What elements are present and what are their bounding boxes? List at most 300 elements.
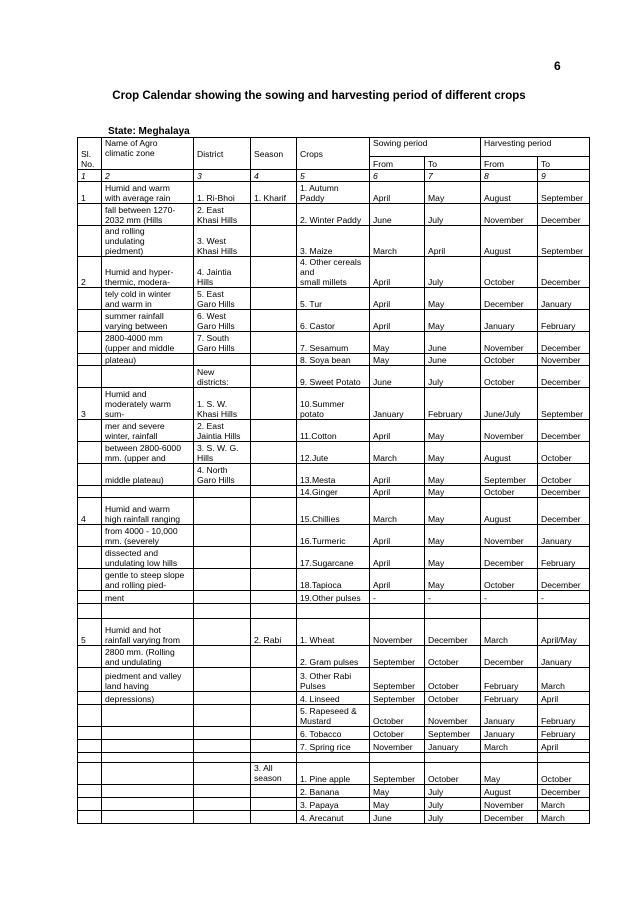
- table-row: [78, 727, 590, 740]
- table-row: [78, 811, 590, 824]
- crop-cell: 3. Papaya: [297, 798, 370, 811]
- sl-cell: [78, 569, 102, 591]
- harvest-to-cell: March: [538, 798, 590, 811]
- header-crops: Crops: [297, 138, 370, 170]
- season-cell: [251, 604, 297, 619]
- sowing-to-cell: May: [425, 288, 481, 310]
- season-cell: [251, 740, 297, 753]
- crop-cell: 2. Gram pulses: [297, 646, 370, 668]
- sowing-from-cell: March: [370, 498, 425, 525]
- harvest-to-cell: December: [538, 498, 590, 525]
- zone-cell: depressions): [102, 692, 194, 705]
- sowing-to-cell: May: [425, 464, 481, 486]
- sowing-from-cell: November: [370, 740, 425, 753]
- table-row: [78, 366, 590, 388]
- sl-cell: 2: [78, 257, 102, 288]
- table-row: [78, 753, 590, 763]
- table-row: [78, 604, 590, 619]
- header-district: District: [194, 138, 251, 170]
- zone-cell: 2800 mm. (Rolling and undulating: [102, 646, 194, 668]
- header-sowing-period: Sowing period: [370, 138, 481, 157]
- sowing-to-cell: May: [425, 569, 481, 591]
- harvest-to-cell: December: [538, 204, 590, 226]
- zone-cell: [102, 740, 194, 753]
- sowing-from-cell: April: [370, 486, 425, 498]
- district-cell: [194, 668, 251, 692]
- sowing-from-cell: October: [370, 705, 425, 727]
- sl-cell: [78, 525, 102, 547]
- sowing-from-cell: March: [370, 226, 425, 257]
- zone-cell: [102, 705, 194, 727]
- harvest-to-cell: January: [538, 525, 590, 547]
- crop-cell: 4. Linseed: [297, 692, 370, 705]
- harvest-to-cell: February: [538, 705, 590, 727]
- harvest-to-cell: February: [538, 310, 590, 332]
- crop-cell: 5. Rapeseed & Mustard: [297, 705, 370, 727]
- season-cell: [251, 310, 297, 332]
- sowing-to-cell: October: [425, 668, 481, 692]
- sowing-to-cell: July: [425, 811, 481, 824]
- col-num: 9: [538, 170, 590, 182]
- harvest-to-cell: December: [538, 257, 590, 288]
- harvest-from-cell: August: [481, 498, 538, 525]
- harvest-from-cell: [481, 604, 538, 619]
- sl-cell: [78, 668, 102, 692]
- zone-cell: [102, 727, 194, 740]
- zone-cell: piedment and valley land having: [102, 668, 194, 692]
- harvest-from-cell: November: [481, 204, 538, 226]
- zone-cell: dissected and undulating low hills: [102, 547, 194, 569]
- sowing-to-cell: June: [425, 332, 481, 354]
- harvest-to-cell: December: [538, 332, 590, 354]
- sowing-from-cell: January: [370, 388, 425, 420]
- sowing-from-cell: September: [370, 692, 425, 705]
- district-cell: [194, 727, 251, 740]
- season-cell: 2. Rabi: [251, 619, 297, 646]
- sl-cell: [78, 464, 102, 486]
- season-cell: [251, 257, 297, 288]
- harvest-from-cell: December: [481, 547, 538, 569]
- sowing-from-cell: April: [370, 420, 425, 442]
- sowing-from-cell: May: [370, 798, 425, 811]
- table-row: [78, 740, 590, 753]
- harvest-to-cell: March: [538, 811, 590, 824]
- district-cell: 4. North Garo Hills: [194, 464, 251, 486]
- sowing-to-cell: May: [425, 547, 481, 569]
- sowing-from-cell: September: [370, 668, 425, 692]
- season-cell: [251, 204, 297, 226]
- sowing-to-cell: January: [425, 740, 481, 753]
- crop-cell: 12.Jute: [297, 442, 370, 464]
- column-number-row: [78, 170, 590, 182]
- sowing-from-cell: November: [370, 619, 425, 646]
- sl-cell: [78, 692, 102, 705]
- district-cell: [194, 604, 251, 619]
- sowing-to-cell: -: [425, 591, 481, 604]
- season-cell: [251, 288, 297, 310]
- harvest-from-cell: October: [481, 366, 538, 388]
- harvest-from-cell: May: [481, 763, 538, 785]
- sl-cell: [78, 646, 102, 668]
- district-cell: [194, 740, 251, 753]
- sl-cell: [78, 798, 102, 811]
- sowing-from-cell: March: [370, 442, 425, 464]
- sowing-from-cell: April: [370, 525, 425, 547]
- table-row: [78, 705, 590, 727]
- header-sowing-from: From: [370, 157, 425, 170]
- header-harvest-from: From: [481, 157, 538, 170]
- harvest-from-cell: January: [481, 727, 538, 740]
- district-cell: 3. West Khasi Hills: [194, 226, 251, 257]
- crop-cell: 1. Pine apple: [297, 763, 370, 785]
- harvest-to-cell: January: [538, 288, 590, 310]
- sowing-to-cell: December: [425, 619, 481, 646]
- crop-cell: 7. Sesamum: [297, 332, 370, 354]
- harvest-to-cell: December: [538, 420, 590, 442]
- crop-cell: 10.Summer potato: [297, 388, 370, 420]
- harvest-to-cell: December: [538, 366, 590, 388]
- harvest-to-cell: April: [538, 740, 590, 753]
- harvest-from-cell: December: [481, 288, 538, 310]
- crop-cell: 1. Autumn Paddy: [297, 182, 370, 204]
- crop-cell: 14.Ginger: [297, 486, 370, 498]
- sowing-from-cell: [370, 604, 425, 619]
- zone-cell: [102, 604, 194, 619]
- crop-cell: 11.Cotton: [297, 420, 370, 442]
- table-row: [78, 498, 590, 525]
- sl-cell: 3: [78, 388, 102, 420]
- sowing-from-cell: -: [370, 591, 425, 604]
- sowing-to-cell: July: [425, 257, 481, 288]
- district-cell: 1. Ri-Bhoi: [194, 182, 251, 204]
- district-cell: [194, 354, 251, 366]
- district-cell: [194, 798, 251, 811]
- sowing-from-cell: September: [370, 763, 425, 785]
- sl-cell: [78, 740, 102, 753]
- harvest-to-cell: March: [538, 668, 590, 692]
- season-cell: [251, 811, 297, 824]
- sowing-to-cell: July: [425, 798, 481, 811]
- district-cell: 1. S. W. Khasi Hills: [194, 388, 251, 420]
- season-cell: [251, 705, 297, 727]
- crop-cell: 2. Winter Paddy: [297, 204, 370, 226]
- table-row: [78, 182, 590, 204]
- sl-cell: [78, 354, 102, 366]
- table-row: [78, 442, 590, 464]
- crop-cell: 4. Arecanut: [297, 811, 370, 824]
- sl-cell: [78, 486, 102, 498]
- sowing-to-cell: November: [425, 705, 481, 727]
- district-cell: [194, 547, 251, 569]
- harvest-to-cell: December: [538, 486, 590, 498]
- sl-cell: [78, 591, 102, 604]
- district-cell: [194, 811, 251, 824]
- sowing-from-cell: April: [370, 547, 425, 569]
- crop-cell: 5. Tur: [297, 288, 370, 310]
- sl-cell: 5: [78, 619, 102, 646]
- table-row: [78, 525, 590, 547]
- crop-cell: 18.Tapioca: [297, 569, 370, 591]
- district-cell: [194, 785, 251, 798]
- crop-cell: 9. Sweet Potato: [297, 366, 370, 388]
- zone-cell: [102, 785, 194, 798]
- sowing-from-cell: April: [370, 310, 425, 332]
- harvest-to-cell: February: [538, 727, 590, 740]
- zone-cell: [102, 763, 194, 785]
- table-row: [78, 569, 590, 591]
- zone-cell: [102, 811, 194, 824]
- crop-cell: 15.Chillies: [297, 498, 370, 525]
- sl-cell: [78, 442, 102, 464]
- sowing-to-cell: April: [425, 226, 481, 257]
- sowing-from-cell: April: [370, 182, 425, 204]
- harvest-from-cell: February: [481, 692, 538, 705]
- header-zone: Name of Agro climatic zone: [102, 138, 194, 170]
- harvest-from-cell: October: [481, 257, 538, 288]
- season-cell: [251, 646, 297, 668]
- sl-cell: [78, 705, 102, 727]
- zone-cell: Humid and hyper- thermic, modera-: [102, 257, 194, 288]
- harvest-from-cell: August: [481, 182, 538, 204]
- district-cell: [194, 705, 251, 727]
- season-cell: [251, 727, 297, 740]
- harvest-from-cell: June/July: [481, 388, 538, 420]
- district-cell: 7. South Garo Hills: [194, 332, 251, 354]
- table-row: [78, 310, 590, 332]
- sowing-to-cell: February: [425, 388, 481, 420]
- sowing-to-cell: September: [425, 727, 481, 740]
- sowing-from-cell: April: [370, 288, 425, 310]
- sowing-to-cell: October: [425, 692, 481, 705]
- crop-cell: 17.Sugarcane: [297, 547, 370, 569]
- harvest-to-cell: October: [538, 464, 590, 486]
- sowing-to-cell: May: [425, 486, 481, 498]
- season-cell: [251, 547, 297, 569]
- sowing-to-cell: [425, 604, 481, 619]
- table-row: [78, 486, 590, 498]
- season-cell: [251, 354, 297, 366]
- district-cell: 2. East Khasi Hills: [194, 204, 251, 226]
- season-cell: 3. All season: [251, 763, 297, 785]
- sl-cell: [78, 763, 102, 785]
- crop-cell: 4. Other cereals and small millets: [297, 257, 370, 288]
- table-row: [78, 785, 590, 798]
- sowing-from-cell: April: [370, 464, 425, 486]
- sowing-from-cell: April: [370, 569, 425, 591]
- crop-cell: 19.Other pulses: [297, 591, 370, 604]
- harvest-to-cell: April: [538, 692, 590, 705]
- sl-cell: [78, 204, 102, 226]
- harvest-from-cell: November: [481, 798, 538, 811]
- district-cell: [194, 486, 251, 498]
- col-num: 6: [370, 170, 425, 182]
- harvest-to-cell: [538, 604, 590, 619]
- zone-cell: and rolling undulating piedment): [102, 226, 194, 257]
- header-harvest-to: To: [538, 157, 590, 170]
- table-row: [78, 226, 590, 257]
- harvest-to-cell: February: [538, 547, 590, 569]
- season-cell: [251, 332, 297, 354]
- crop-cell: 3. Other Rabi Pulses: [297, 668, 370, 692]
- crop-cell: 2. Banana: [297, 785, 370, 798]
- table-row: [78, 692, 590, 705]
- sowing-to-cell: May: [425, 310, 481, 332]
- district-cell: 3. S. W. G. Hills: [194, 442, 251, 464]
- sowing-from-cell: May: [370, 354, 425, 366]
- sowing-to-cell: June: [425, 354, 481, 366]
- season-cell: [251, 486, 297, 498]
- harvest-from-cell: August: [481, 226, 538, 257]
- table-row: [78, 547, 590, 569]
- sowing-from-cell: September: [370, 646, 425, 668]
- harvest-to-cell: September: [538, 182, 590, 204]
- zone-cell: Humid and moderately warm sum-: [102, 388, 194, 420]
- harvest-to-cell: December: [538, 785, 590, 798]
- sowing-to-cell: October: [425, 763, 481, 785]
- col-num: 2: [102, 170, 194, 182]
- table-row: [78, 763, 590, 785]
- crop-cell: 8. Soya bean: [297, 354, 370, 366]
- district-cell: 2. East Jaintia Hills: [194, 420, 251, 442]
- col-num: 8: [481, 170, 538, 182]
- sl-cell: [78, 310, 102, 332]
- district-cell: [194, 619, 251, 646]
- state-label: State: Meghalaya: [108, 126, 190, 137]
- table-row: [78, 591, 590, 604]
- sl-cell: [78, 785, 102, 798]
- sl-cell: [78, 547, 102, 569]
- sowing-to-cell: October: [425, 646, 481, 668]
- district-cell: [194, 569, 251, 591]
- crop-calendar-table: [77, 137, 590, 824]
- crop-cell: 13.Mesta: [297, 464, 370, 486]
- harvest-from-cell: [481, 753, 538, 763]
- harvest-from-cell: December: [481, 811, 538, 824]
- zone-cell: Humid and warm with average rain: [102, 182, 194, 204]
- sl-cell: [78, 332, 102, 354]
- season-cell: [251, 420, 297, 442]
- zone-cell: gentle to steep slope and rolling pied-: [102, 569, 194, 591]
- zone-cell: [102, 798, 194, 811]
- sowing-from-cell: June: [370, 811, 425, 824]
- harvest-to-cell: January: [538, 646, 590, 668]
- zone-cell: fall between 1270- 2032 mm (Hills: [102, 204, 194, 226]
- harvest-from-cell: August: [481, 785, 538, 798]
- header-harvesting-period: Harvesting period: [481, 138, 590, 157]
- zone-cell: plateau): [102, 354, 194, 366]
- harvest-to-cell: April/May: [538, 619, 590, 646]
- district-cell: [194, 525, 251, 547]
- sowing-to-cell: May: [425, 442, 481, 464]
- harvest-from-cell: February: [481, 668, 538, 692]
- harvest-to-cell: October: [538, 763, 590, 785]
- table-row: [78, 257, 590, 288]
- harvest-to-cell: October: [538, 442, 590, 464]
- table-row: [78, 332, 590, 354]
- district-cell: [194, 591, 251, 604]
- season-cell: 1. Kharif: [251, 182, 297, 204]
- season-cell: [251, 798, 297, 811]
- crop-cell: [297, 753, 370, 763]
- sl-cell: [78, 811, 102, 824]
- zone-cell: [102, 753, 194, 763]
- sowing-from-cell: May: [370, 785, 425, 798]
- sl-cell: 4: [78, 498, 102, 525]
- harvest-from-cell: -: [481, 591, 538, 604]
- district-cell: [194, 498, 251, 525]
- district-cell: 5. East Garo Hills: [194, 288, 251, 310]
- zone-cell: from 4000 - 10,000 mm. (severely: [102, 525, 194, 547]
- table-row: [78, 668, 590, 692]
- sowing-from-cell: May: [370, 332, 425, 354]
- season-cell: [251, 366, 297, 388]
- sl-cell: [78, 604, 102, 619]
- sowing-to-cell: May: [425, 525, 481, 547]
- sl-cell: [78, 753, 102, 763]
- page-number: 6: [554, 59, 561, 73]
- harvest-from-cell: March: [481, 619, 538, 646]
- harvest-to-cell: [538, 753, 590, 763]
- sowing-to-cell: July: [425, 204, 481, 226]
- harvest-from-cell: September: [481, 464, 538, 486]
- harvest-to-cell: December: [538, 569, 590, 591]
- district-cell: [194, 753, 251, 763]
- zone-cell: ment: [102, 591, 194, 604]
- harvest-from-cell: March: [481, 740, 538, 753]
- zone-cell: tely cold in winter and warm in: [102, 288, 194, 310]
- harvest-from-cell: January: [481, 310, 538, 332]
- zone-cell: Humid and hot rainfall varying from: [102, 619, 194, 646]
- harvest-from-cell: January: [481, 705, 538, 727]
- zone-cell: mer and severe winter, rainfall: [102, 420, 194, 442]
- district-cell: [194, 763, 251, 785]
- season-cell: [251, 442, 297, 464]
- zone-cell: middle plateau): [102, 464, 194, 486]
- harvest-to-cell: September: [538, 388, 590, 420]
- season-cell: [251, 753, 297, 763]
- season-cell: [251, 785, 297, 798]
- sowing-from-cell: April: [370, 257, 425, 288]
- season-cell: [251, 668, 297, 692]
- sowing-from-cell: June: [370, 204, 425, 226]
- sl-cell: [78, 226, 102, 257]
- table-row: [78, 619, 590, 646]
- table-row: [78, 646, 590, 668]
- sowing-to-cell: July: [425, 366, 481, 388]
- crop-cell: 6. Castor: [297, 310, 370, 332]
- table-row: [78, 464, 590, 486]
- harvest-from-cell: October: [481, 569, 538, 591]
- sowing-to-cell: May: [425, 498, 481, 525]
- zone-cell: [102, 366, 194, 388]
- district-cell: 4. Jaintia Hills: [194, 257, 251, 288]
- table-row: [78, 420, 590, 442]
- sowing-to-cell: May: [425, 182, 481, 204]
- zone-cell: [102, 486, 194, 498]
- season-cell: [251, 388, 297, 420]
- harvest-to-cell: -: [538, 591, 590, 604]
- table-row: [78, 798, 590, 811]
- zone-cell: 2800-4000 mm (upper and middle: [102, 332, 194, 354]
- table-row: [78, 204, 590, 226]
- sowing-to-cell: May: [425, 420, 481, 442]
- season-cell: [251, 464, 297, 486]
- sl-cell: [78, 420, 102, 442]
- sowing-to-cell: [425, 753, 481, 763]
- crop-cell: 16.Turmeric: [297, 525, 370, 547]
- district-cell: 6. West Garo Hills: [194, 310, 251, 332]
- sowing-from-cell: June: [370, 366, 425, 388]
